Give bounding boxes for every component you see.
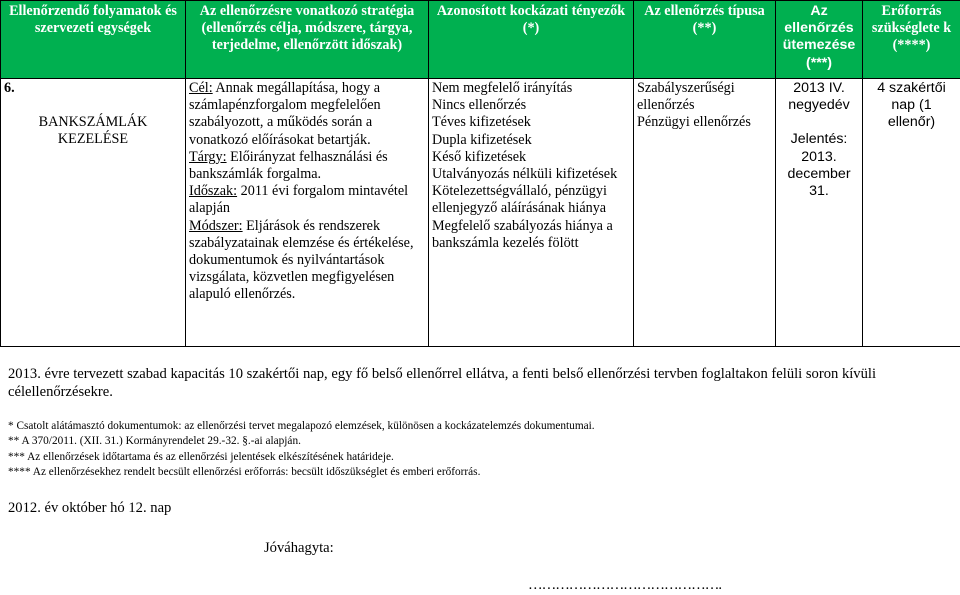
header-strategy: Az ellenőrzésre vonatkozó stratégia (ellenőrzés célja, módszere, tárgya, terjedelme, ellenőrzött időszak) (186, 1, 429, 79)
header-risk-factors: Azonosított kockázati tényezők (*) (429, 1, 634, 79)
table-header-row (1, 1, 960, 79)
risk-item: Megfelelő szabályozás hiánya a bankszámla kezelés fölött (432, 217, 613, 251)
schedule-period: 2013 IV. negyedév (788, 80, 850, 114)
header-schedule: Az ellenőrzés ütemezése (***) (776, 1, 863, 79)
cell-strategy (186, 79, 429, 347)
schedule-report-label: Jelentés: (790, 131, 848, 148)
strategy-goal: Cél: Annak megállapítása, hogy a számlapénzforgalom megfelelően szabályozott, a működés során a vonatkozó előírásokat betartják. (189, 80, 381, 148)
audit-type-item: Pénzügyi ellenőrzés (637, 114, 751, 131)
cell-audit-type (634, 79, 776, 347)
risk-item: Nem megfelelő irányítás (432, 80, 573, 96)
cell-process-unit (1, 79, 186, 347)
header-resources: Erőforrás szükséglete k (****) (863, 1, 960, 79)
signature-line: ……………………………………. (528, 577, 721, 593)
date-line: 2012. év október hó 12. nap (8, 500, 172, 516)
cell-risk-factors (429, 79, 634, 347)
risk-item: Téves kifizetések (432, 114, 531, 131)
footnote: ** A 370/2011. (XII. 31.) Kormányrendelet 29.-32. §.-ai alapján. (8, 435, 301, 448)
footnote: * Csatolt alátámasztó dokumentumok: az ellenőrzési tervet megalapozó elemzések, különösen a kockázatelemzés dokumentumai. (8, 420, 595, 432)
footnotes (8, 419, 952, 480)
strategy-period: Időszak: 2011 évi forgalom mintavétel alapján (189, 183, 409, 217)
cell-resources (863, 79, 960, 347)
resources-value: 4 szakértői nap (1 ellenőr) (877, 80, 946, 131)
schedule-report-date: 2013. december 31. (787, 148, 851, 200)
footnote: **** Az ellenőrzésekhez rendelt becsült ellenőrzési erőforrás: becsült időszükséglet és emberi erőforrás. (8, 465, 481, 478)
risk-item: Kötelezettségvállaló, pénzügyi ellenjegyző aláírásának hiánya (432, 183, 607, 217)
row-number: 6. (4, 80, 15, 96)
footnote: *** Az ellenőrzések időtartama és az ellenőrzési jelentések elkészítésének határideje. (8, 450, 394, 463)
header-audit-type: Az ellenőrzés típusa (**) (634, 1, 776, 79)
risk-item: Késő kifizetések (432, 148, 527, 165)
cell-schedule (776, 79, 863, 347)
strategy-method: Módszer: Eljárások és rendszerek szabályzatainak elemzése és értékelése, dokumentumok és nyilvántartások vizsgálata, közvetlen megfigyelésen alapuló ellenőrzés. (189, 217, 414, 303)
approved-label: Jóváhagyta: (264, 540, 334, 556)
table-row (1, 79, 960, 347)
strategy-subject: Tárgy: Előirányzat felhasználási és bankszámlák forgalma. (189, 148, 388, 183)
risk-item: Utalványozás nélküli kifizetések (432, 166, 618, 183)
unit-name: BANKSZÁMLÁK KEZELÉSE (38, 114, 148, 148)
risk-item: Dupla kifizetések (432, 131, 532, 148)
risk-item: Nincs ellenőrzés (432, 97, 527, 114)
audit-type-item: Szabályszerűségi ellenőrzés (637, 80, 735, 114)
header-process-unit: Ellenőrzendő folyamatok és szervezeti egységek (1, 1, 186, 79)
capacity-paragraph: 2013. évre tervezett szabad kapacitás 10 szakértői nap, egy fő belső ellenőrrel ellátva, a fenti belső ellenőrzési tervben foglaltakon felüli soron kívüli célellenőrzésekre. (8, 366, 877, 400)
